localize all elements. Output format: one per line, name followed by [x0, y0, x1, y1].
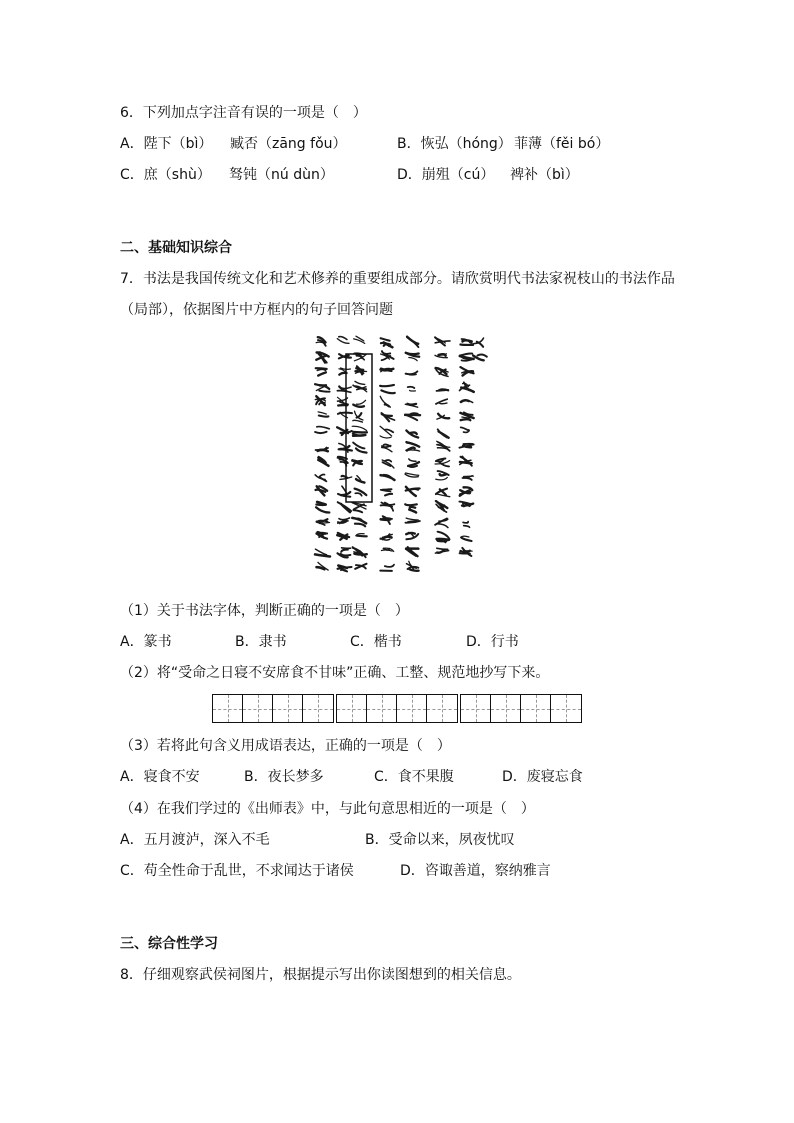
q7-sub1-option-b: B．隶书 [235, 634, 287, 650]
calligraphy-stroke [337, 391, 350, 393]
calligraphy-stroke [410, 507, 415, 508]
calligraphy-stroke [385, 494, 392, 496]
calligraphy-stroke [316, 342, 325, 343]
calligraphy-stroke [353, 405, 364, 407]
q8-stem: 8．仔细观察武侯祠图片，根据提示写出你读图想到的相关信息。 [120, 967, 521, 983]
calligraphy-stroke [318, 412, 326, 414]
calligraphy-stroke [464, 487, 473, 490]
q6-option-a-2: 臧否（zāng fǒu） [230, 136, 347, 152]
calligraphy-stroke [463, 446, 471, 447]
calligraphy-stroke [315, 554, 330, 556]
calligraphy-stroke [380, 436, 391, 438]
calligraphy-stroke [409, 459, 416, 461]
calligraphy-stroke [439, 354, 446, 355]
calligraphy-stroke [320, 475, 325, 477]
q6-option-b-1: B．恢弘（hóng） [397, 136, 512, 152]
q7-sub1-question: （1）关于书法字体，判断正确的一项是（ ） [120, 603, 409, 619]
calligraphy-stroke [382, 489, 391, 490]
q7-sub4-question: （4）在我们学过的《出师表》中，与此句意思相近的一项是（ ） [120, 801, 535, 817]
calligraphy-stroke [439, 403, 447, 404]
grid-cell-9[interactable] [461, 695, 491, 722]
calligraphy-stroke [317, 369, 325, 370]
calligraphy-stroke [353, 434, 366, 436]
q6-option-d-1: D．崩殂（cú） [397, 167, 495, 183]
calligraphy-stroke [436, 477, 448, 479]
calligraphy-stroke [437, 494, 450, 497]
q6-option-b-2: 菲薄（fěi bó） [514, 136, 610, 152]
grid-cell-8[interactable] [427, 695, 457, 722]
section-heading-3: 三、综合性学习 [120, 936, 218, 952]
calligraphy-stroke [353, 443, 364, 449]
q7-sub3-option-c: C．食不果腹 [374, 769, 454, 785]
calligraphy-stroke [409, 358, 417, 361]
grid-group [460, 694, 582, 723]
calligraphy-stroke [319, 391, 329, 392]
calligraphy-stroke [381, 475, 395, 480]
grid-cell-5[interactable] [337, 695, 367, 722]
grid-cell-4[interactable] [303, 695, 333, 722]
calligraphy-stroke [407, 404, 416, 405]
calligraphy-stroke [437, 548, 448, 549]
q7-sub3-option-a: A．寝食不安 [120, 769, 200, 785]
calligraphy-stroke [382, 351, 390, 354]
calligraphy-stroke [380, 385, 394, 386]
calligraphy-stroke [410, 390, 416, 391]
calligraphy-stroke [381, 519, 391, 520]
calligraphy-image [312, 332, 488, 586]
q7-sub4-option-c: C．苟全性命于乱世，不求闻达于诸侯 [120, 863, 354, 879]
calligraphy-stroke [339, 337, 347, 340]
grid-cell-2[interactable] [243, 695, 273, 722]
calligraphy-stroke [385, 565, 394, 567]
q7-sub4-option-d: D．咨诹善道，察纳雅言 [400, 863, 551, 879]
calligraphy-stroke [407, 443, 417, 446]
grid-cell-11[interactable] [521, 695, 551, 722]
q7-sub3-option-d: D．废寝忘食 [502, 769, 583, 785]
calligraphy-stroke [338, 502, 351, 511]
calligraphy-stroke [355, 493, 361, 496]
calligraphy-stroke [464, 526, 470, 528]
calligraphy-stroke [406, 353, 419, 354]
q6-option-a-1: A．陛下（bì） [120, 136, 213, 152]
calligraphy-stroke [382, 448, 392, 452]
q7-stem-line2: （局部），依据图片中方框内的句子回答问题 [120, 302, 393, 318]
grid-cell-6[interactable] [367, 695, 397, 722]
calligraphy-stroke [463, 522, 468, 523]
calligraphy-stroke [355, 524, 365, 527]
q6-option-c-1: C．庶（shù） [120, 167, 211, 183]
calligraphy-stroke [353, 420, 363, 422]
calligraphy-stroke [318, 450, 328, 452]
calligraphy-stroke [438, 524, 448, 528]
grid-cell-10[interactable] [491, 695, 521, 722]
calligraphy-stroke [354, 554, 367, 555]
q7-sub1-option-d: D．行书 [466, 634, 519, 650]
calligraphy-stroke [439, 389, 448, 390]
calligraphy-stroke [478, 355, 487, 357]
calligraphy-stroke [339, 518, 350, 520]
q7-sub2-question: （2）将“受命之日寝不安席食不甘味”正确、工整、规范地抄写下来。 [120, 665, 550, 681]
grid-cell-3[interactable] [273, 695, 303, 722]
q7-sub3-option-b: B．夜长梦多 [244, 769, 324, 785]
q6-stem: 6．下列加点字注音有误的一项是（ ） [120, 105, 367, 121]
calligraphy-stroke [385, 460, 391, 462]
calligraphy-stroke [355, 381, 365, 384]
calligraphy-stroke [409, 489, 419, 490]
calligraphy-stroke [341, 550, 348, 552]
calligraphy-stroke [352, 518, 366, 523]
q6-option-c-2: 驽钝（nú dùn） [229, 167, 334, 183]
grid-group [212, 694, 334, 723]
calligraphy-stroke [461, 427, 469, 430]
calligraphy-stroke [381, 390, 394, 393]
q7-sub1-option-a: A．篆书 [120, 634, 172, 650]
calligraphy-stroke [315, 432, 327, 433]
q7-sub3-question: （3）若将此句含义用成语表达，正确的一项是（ ） [120, 738, 451, 754]
q6-option-d-2: 裨补（bì） [510, 167, 579, 183]
calligraphy-stroke [405, 504, 417, 505]
q7-sub4-option-a: A．五月渡泸，深入不毛 [120, 832, 270, 848]
q7-sub1-option-c: C．楷书 [350, 634, 402, 650]
grid-cell-7[interactable] [397, 695, 427, 722]
calligraphy-stroke [317, 427, 330, 429]
calligraphy-stroke [356, 400, 365, 404]
calligraphy-stroke [384, 444, 391, 446]
calligraphy-stroke [408, 387, 415, 388]
calligraphy-stroke [406, 518, 418, 520]
calligraphy-stroke [381, 338, 390, 341]
calligraphy-columns [315, 336, 487, 571]
calligraphy-stroke [352, 426, 366, 430]
calligraphy-stroke [438, 429, 447, 437]
calligraphy-stroke [316, 507, 329, 512]
calligraphy-stroke [461, 419, 471, 420]
calligraphy-stroke [319, 416, 329, 417]
section-heading-2: 二、基础知识综合 [120, 240, 232, 256]
calligraphy-stroke [409, 432, 416, 434]
calligraphy-stroke [460, 353, 472, 355]
calligraphy-stroke [409, 510, 416, 513]
calligraphy-stroke [357, 536, 367, 537]
calligraphy-stroke [353, 510, 362, 512]
calligraphy-stroke [461, 538, 471, 542]
copy-writing-grid [212, 694, 582, 723]
calligraphy-stroke [318, 372, 326, 375]
grid-cell-1[interactable] [213, 695, 243, 722]
grid-group [336, 694, 458, 723]
q7-sub4-option-b: B．受命以来，夙夜忧叹 [365, 832, 515, 848]
calligraphy-stroke [341, 554, 351, 556]
grid-cell-12[interactable] [551, 695, 581, 722]
calligraphy-stroke [477, 342, 483, 347]
q7-stem-line1: 7．书法是我国传统文化和艺术修养的重要组成部分。请欣赏明代书法家祝枝山的书法作品 [120, 271, 675, 287]
